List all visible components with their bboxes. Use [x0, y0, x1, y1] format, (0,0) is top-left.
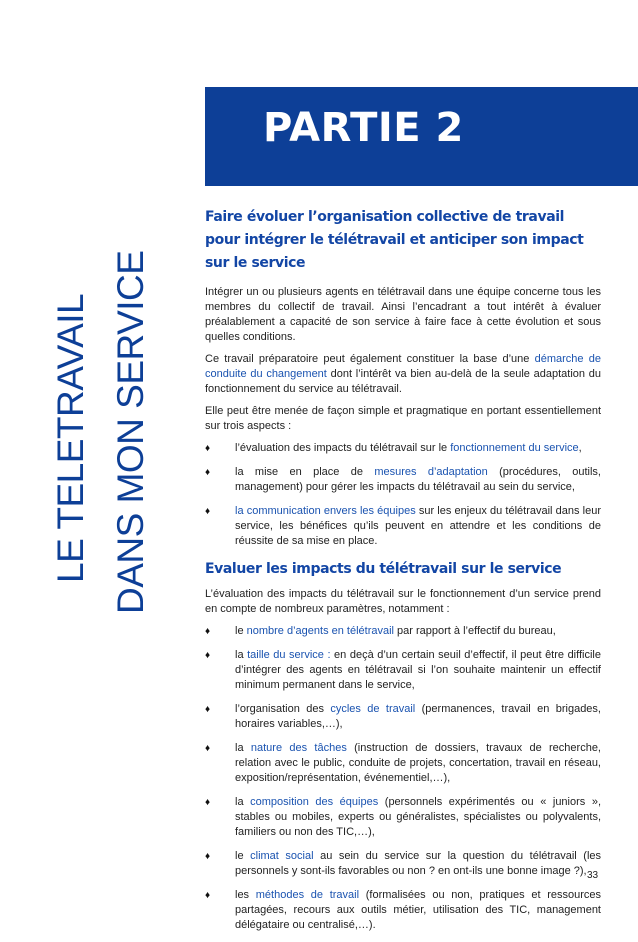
link-composition-equipes[interactable]: composition des équipes: [250, 796, 379, 808]
list-item: ♦ la nature des tâches (instruction de dossiers, travaux de recherche, relation avec le public, conduite de projets, concertation, travail en réseau, exposition/représentation, événementiel,…),: [205, 742, 601, 784]
part-title: PARTIE 2: [263, 105, 464, 151]
link-methodes-travail[interactable]: méthodes de travail: [255, 889, 360, 901]
diamond-bullet-icon: ♦: [205, 797, 211, 808]
diamond-bullet-icon: ♦: [205, 506, 211, 517]
list-item: ♦ la taille du service : en deçà d’un certain seuil d’effectif, il peut être difficile d’intégrer des agents en télétravail si l’on souhaite maintenir un effectif minimum permanent dans le service,: [205, 649, 601, 691]
link-mesures-adaptation[interactable]: mesures d’adaptation: [374, 466, 488, 478]
diamond-bullet-icon: ♦: [205, 890, 211, 901]
paragraph-preparation: Ce travail préparatoire peut également constituer la base d’une démarche de conduite du changement dont l’intérêt va bien au-delà de la seule adaptation du fonctionnement du service au télétravail.: [205, 353, 601, 395]
paragraph-three-aspects: Elle peut être menée de façon simple et pragmatique en portant essentiellement sur trois aspects :: [205, 405, 601, 432]
diamond-bullet-icon: ♦: [205, 443, 211, 454]
link-cycles-travail[interactable]: cycles de travail: [330, 703, 416, 715]
section-heading-evaluer: Evaluer les impacts du télétravail sur le service: [205, 561, 562, 577]
page-number: 33: [587, 870, 599, 881]
parameters-list: [205, 624, 601, 933]
list-item: ♦ les méthodes de travail (formalisées ou non, pratiques et ressources partagées, recours aux outils métier, utilisation des TIC, management délégataire ou centralisé,…).: [205, 889, 601, 931]
diamond-bullet-icon: ♦: [205, 467, 211, 478]
diamond-bullet-icon: ♦: [205, 650, 211, 661]
link-conduite-changement[interactable]: démarche de conduite du changement: [205, 353, 601, 380]
list-item: ♦ la composition des équipes (personnels expérimentés ou « juniors », stables ou mobiles, experts ou généralistes, spécialistes ou polyvalents, familiers ou non des TIC,…),: [205, 796, 602, 838]
list-item: ♦ le climat social au sein du service sur la question du télétravail (les personnels y sont-ils favorables ou non ? en ont-ils une bonne image ?),: [205, 850, 602, 877]
diamond-bullet-icon: ♦: [205, 626, 211, 637]
link-nombre-agents[interactable]: nombre d’agents en télétravail: [246, 625, 394, 637]
diamond-bullet-icon: ♦: [205, 851, 211, 862]
paragraph-integration: Intégrer un ou plusieurs agents en télétravail dans une équipe concerne tous les membres du collectif de travail. Ainsi l’encadrant a tout intérêt à évaluer préalablement a capacité de son service à faire face à cette évolution et sous quelles conditions.: [205, 286, 601, 343]
link-fonctionnement-service[interactable]: fonctionnement du service: [450, 442, 579, 454]
list-item: ♦ l’organisation des cycles de travail (permanences, travail en brigades, horaires variables,…),: [205, 703, 601, 730]
link-taille-service[interactable]: taille du service :: [247, 649, 331, 661]
list-item: ♦ la communication envers les équipes sur les enjeux du télétravail dans leur service, les bénéfices qu’ils peuvent en attendre et les conditions de réussite de sa mise en place.: [205, 505, 601, 547]
paragraph-evaluation-intro: L’évaluation des impacts du télétravail sur le fonctionnement d’un service prend en compte de nombreux paramètres, notamment :: [205, 588, 601, 615]
part-banner: [205, 87, 638, 186]
aspects-list: [205, 441, 601, 549]
main-content: [205, 206, 601, 942]
link-nature-taches[interactable]: nature des tâches: [250, 742, 347, 754]
list-item: ♦ la mise en place de mesures d’adaptation (procédures, outils, management) pour gérer les impacts du télétravail au sein du service,: [205, 466, 601, 493]
list-item: ♦ l’évaluation des impacts du télétravail sur le fonctionnement du service,: [205, 442, 582, 454]
diamond-bullet-icon: ♦: [205, 704, 211, 715]
link-communication-equipes[interactable]: la communication envers les équipes: [235, 505, 416, 517]
section-heading-organisation: Faire évoluer l’organisation collective de travail pour intégrer le télétravail et anticiper son impact sur le service: [205, 209, 584, 271]
side-title-line-1: LE TELETRAVAIL: [50, 293, 91, 583]
diamond-bullet-icon: ♦: [205, 743, 211, 754]
list-item: ♦ le nombre d’agents en télétravail par rapport à l’effectif du bureau,: [205, 625, 556, 637]
link-climat-social[interactable]: climat social: [250, 850, 314, 862]
side-title-line-2: DANS MON SERVICE: [110, 250, 151, 614]
